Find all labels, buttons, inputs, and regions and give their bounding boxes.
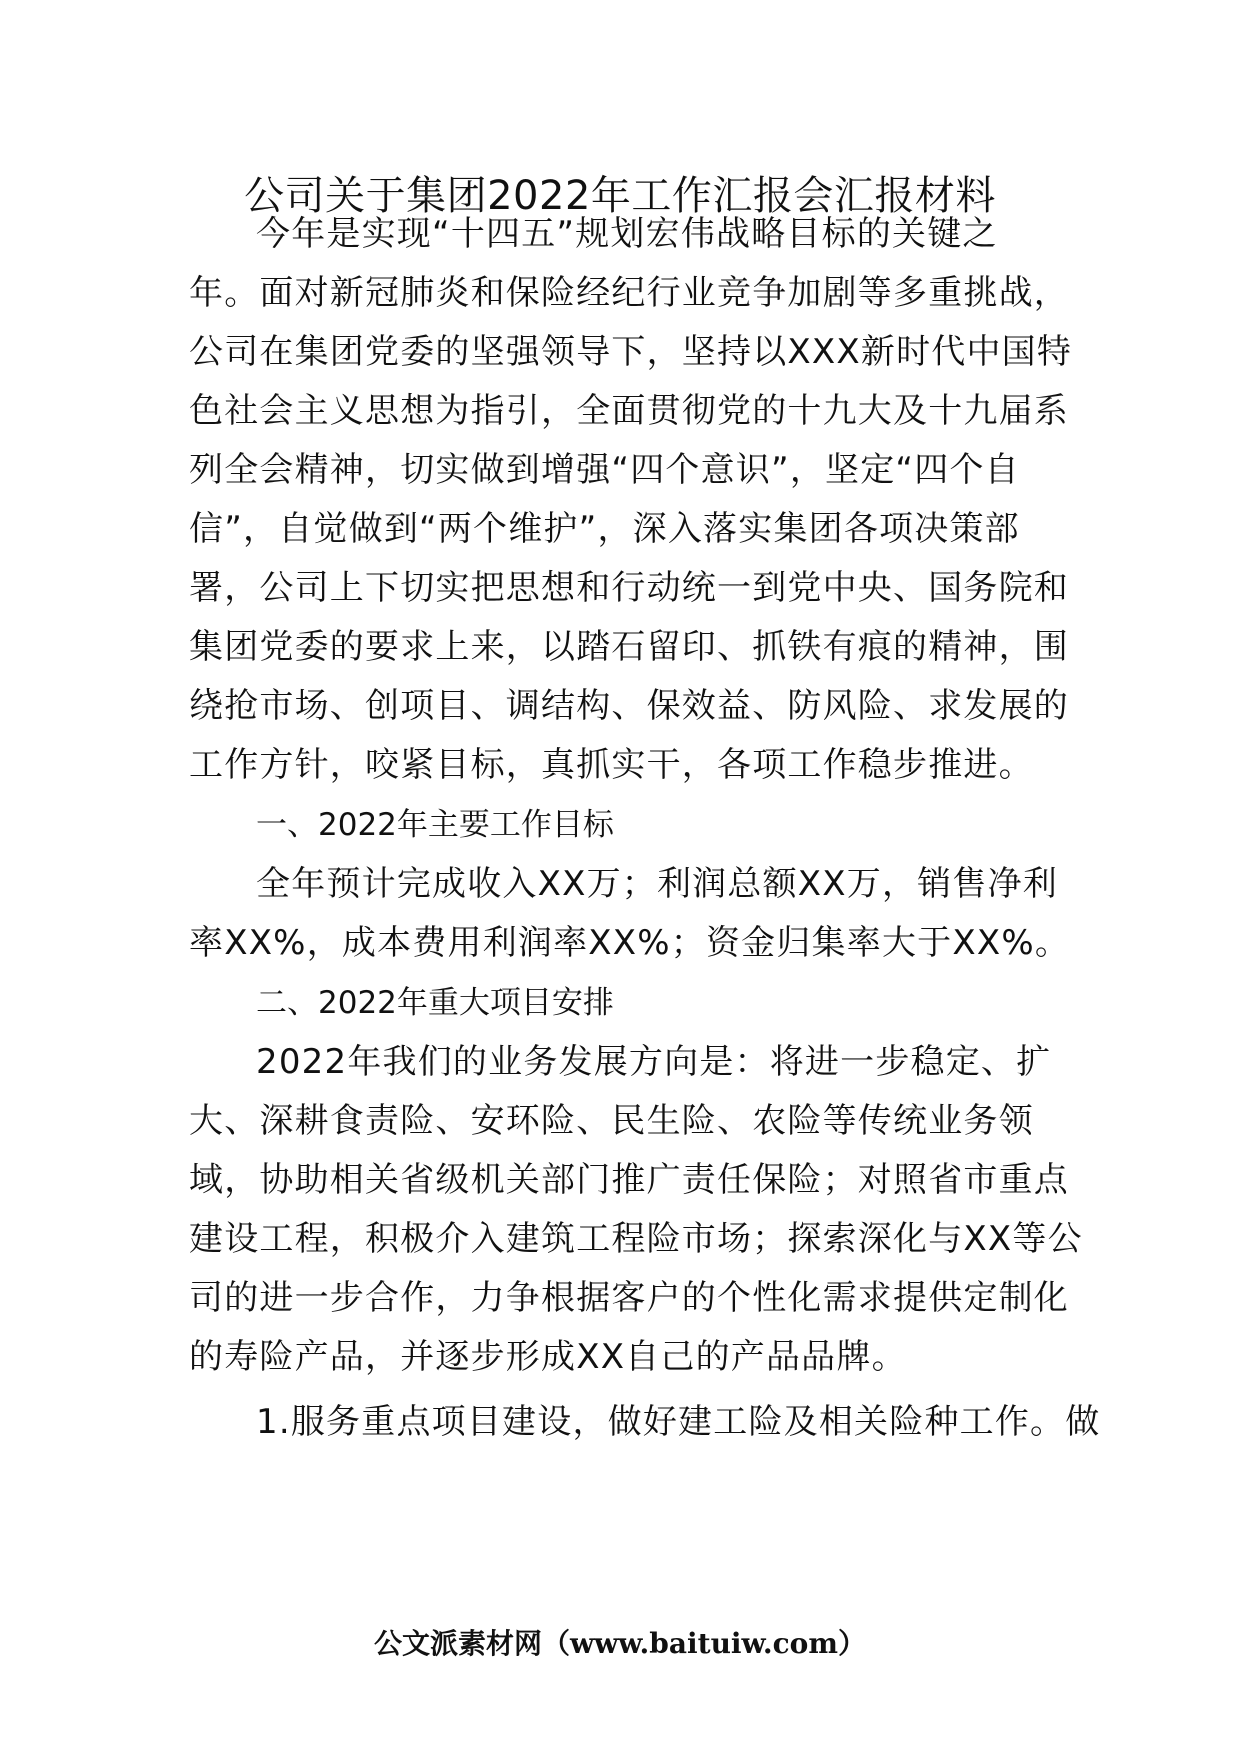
intro-line-7: 署，公司上下切实把思想和行动统一到党中央、国务院和 — [189, 568, 1069, 608]
intro-line-8: 集团党委的要求上来，以踏石留印、抓铁有痕的精神，围 — [189, 627, 1069, 667]
section2-line-2: 大、深耕食责险、安环险、民生险、农险等传统业务领 — [189, 1101, 1034, 1141]
intro-line-2: 年。面对新冠肺炎和保险经纪行业竞争加剧等多重挑战， — [189, 273, 1069, 313]
intro-line-10: 工作方针，咬紧目标，真抓实干，各项工作稳步推进。 — [189, 745, 1034, 785]
section2-line-5: 司的进一步合作，力争根据客户的个性化需求提供定制化 — [189, 1278, 1069, 1318]
intro-line-1: 今年是实现“十四五”规划宏伟战略目标的关键之 — [256, 214, 998, 254]
intro-line-9: 绕抢市场、创项目、调结构、保效益、防风险、求发展的 — [189, 686, 1069, 726]
document-title: 公司关于集团2022年工作汇报会汇报材料 — [244, 173, 996, 219]
section2-line-4: 建设工程，积极介入建筑工程险市场；探索深化与XX等公 — [189, 1219, 1083, 1259]
intro-line-3: 公司在集团党委的坚强领导下，坚持以XXX新时代中国特 — [189, 332, 1073, 372]
section2-line-3: 域，协助相关省级机关部门推广责任保险；对照省市重点 — [189, 1160, 1069, 1200]
section1-line-2: 率XX%，成本费用利润率XX%；资金归集率大于XX%。 — [189, 923, 1071, 963]
section-heading-1: 一、2022年主要工作目标 — [256, 807, 614, 843]
item1-line: 1.服务重点项目建设，做好建工险及相关险种工作。做 — [256, 1402, 1101, 1442]
section2-line-6: 的寿险产品，并逐步形成XX自己的产品品牌。 — [189, 1337, 907, 1377]
footer-watermark: 公文派素材网（www.baituiw.com） — [374, 1627, 866, 1660]
intro-line-6: 信”，自觉做到“两个维护”，深入落实集团各项决策部 — [189, 509, 1020, 549]
intro-line-5: 列全会精神，切实做到增强“四个意识”，坚定“四个自 — [189, 450, 1020, 490]
section1-line-1: 全年预计完成收入XX万；利润总额XX万，销售净利 — [256, 864, 1058, 904]
intro-line-4: 色社会主义思想为指引，全面贯彻党的十九大及十九届系 — [189, 391, 1069, 431]
section2-line-1: 2022年我们的业务发展方向是：将进一步稳定、扩 — [256, 1042, 1052, 1082]
section-heading-2: 二、2022年重大项目安排 — [256, 985, 614, 1021]
